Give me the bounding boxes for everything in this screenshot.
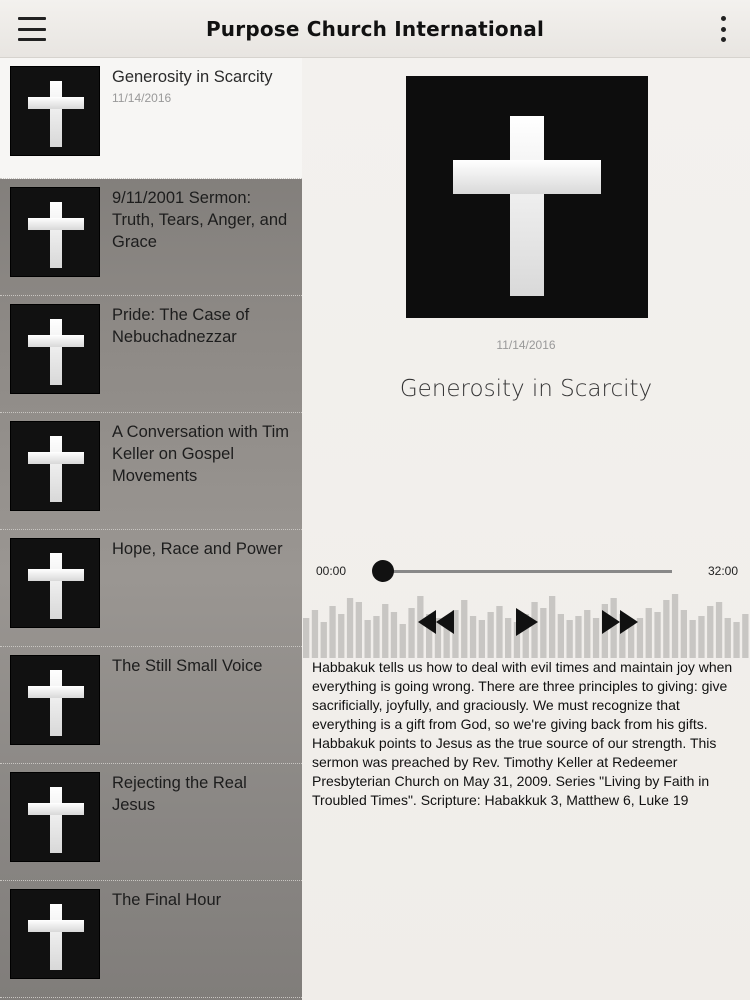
sermon-item-title: Pride: The Case of Nebuchadnezzar xyxy=(112,306,250,346)
cross-thumbnail-icon xyxy=(10,187,100,277)
hamburger-menu-icon[interactable] xyxy=(18,17,46,41)
sermon-item-title: Generosity in Scarcity xyxy=(112,68,273,86)
sermon-item-pride[interactable] xyxy=(0,296,302,413)
seek-bar[interactable] xyxy=(382,570,672,573)
app-bar xyxy=(0,0,750,58)
sermon-item-title: Hope, Race and Power xyxy=(112,540,283,558)
cross-thumbnail-icon xyxy=(10,538,100,628)
sermon-title: Generosity in Scarcity xyxy=(399,376,653,402)
cross-thumbnail-icon xyxy=(10,772,100,862)
sermon-list xyxy=(0,58,302,1000)
sermon-item-still-small-voice[interactable] xyxy=(0,647,302,764)
sermon-item-title: The Final Hour xyxy=(112,891,222,909)
play-icon[interactable] xyxy=(512,606,540,638)
sermon-item-final-hour[interactable] xyxy=(0,881,302,998)
sermon-date: 11/14/2016 xyxy=(496,338,556,352)
sermon-item-title: Rejecting the Real Jesus xyxy=(112,774,247,814)
sermon-description: Habbakuk tells us how to deal with evil times and maintain joy when everything is going wrong. There are three principles to giving: give sacrificially, joyfully, and graciously. We must recognize that everything is a gift from God, so we're giving back from his gifts. Habbakuk points to Jesus as the true source of our strength. This sermon was preached by Rev. Timothy Keller at Redeemer Presbyterian Church on May 31, 2009. Series "Living by Faith in Troubled Times". Scripture: Habakkuk 3, Matthew 6, Luke 19 xyxy=(312,659,733,808)
fast-forward-icon[interactable] xyxy=(600,606,640,638)
sermon-item-rejecting-real-jesus[interactable] xyxy=(0,764,302,881)
rewind-icon[interactable] xyxy=(416,606,456,638)
sermon-item-tim-keller-conversation[interactable] xyxy=(0,413,302,530)
cross-thumbnail-icon xyxy=(10,655,100,745)
sermon-item-title: The Still Small Voice xyxy=(112,657,263,675)
sermon-detail xyxy=(302,58,750,1000)
cross-thumbnail-icon xyxy=(10,889,100,979)
sermon-item-hope-race-power[interactable] xyxy=(0,530,302,647)
sermon-item-title: 9/11/2001 Sermon: Truth, Tears, Anger, and Grace xyxy=(112,189,288,251)
sermon-item-9-11-sermon[interactable] xyxy=(0,179,302,296)
duration: 32:00 xyxy=(707,564,738,578)
cross-thumbnail-icon xyxy=(10,304,100,394)
cross-artwork-icon xyxy=(406,76,648,318)
seek-handle[interactable] xyxy=(372,560,394,582)
cross-thumbnail-icon xyxy=(10,421,100,511)
current-time: 00:00 xyxy=(316,564,347,578)
sermon-item-title: A Conversation with Tim Keller on Gospel Movements xyxy=(112,423,289,485)
app-title: Purpose Church International xyxy=(205,16,545,41)
cross-thumbnail-icon xyxy=(10,66,100,156)
sermon-item-date: 11/14/2016 xyxy=(112,91,172,105)
more-vertical-icon[interactable] xyxy=(718,16,728,42)
sermon-item-generosity-in-scarcity[interactable] xyxy=(0,58,302,179)
playback-controls xyxy=(302,606,750,638)
